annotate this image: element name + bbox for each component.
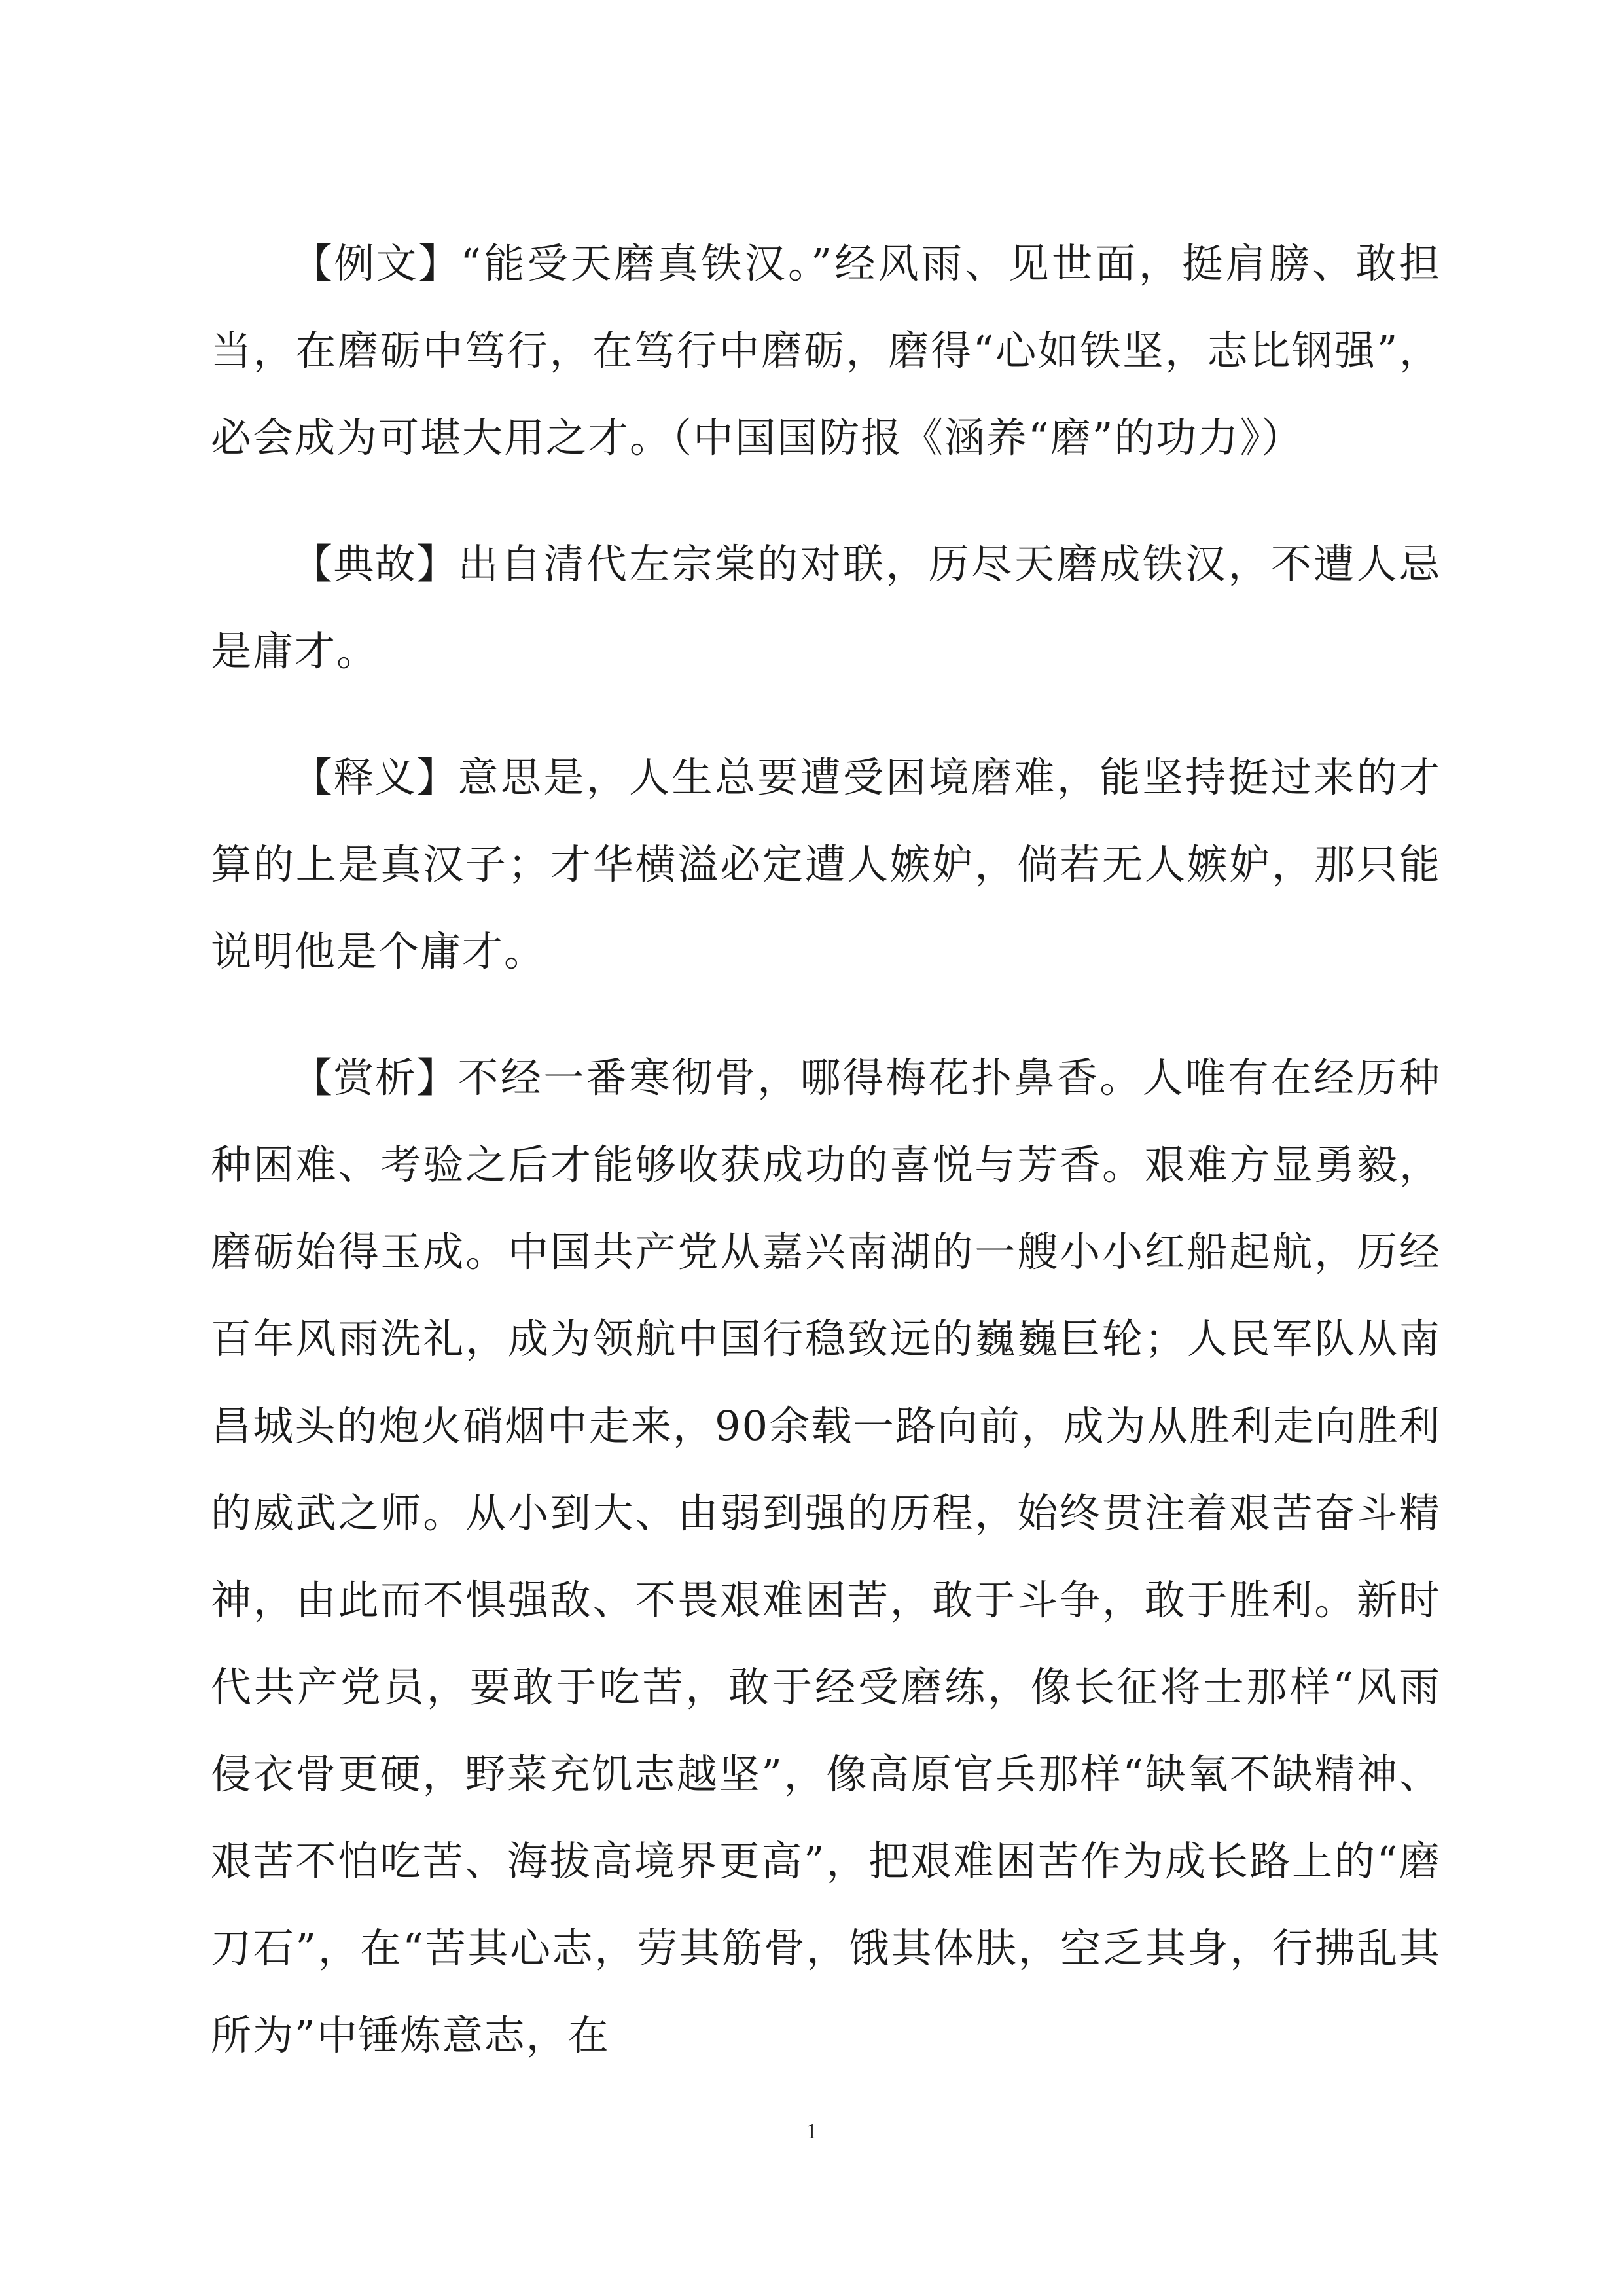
section-label-example: 【例文】 [292, 240, 461, 287]
paragraph-allusion [211, 520, 1441, 694]
paragraph-text-allusion: 出自清代左宗棠的对联，历尽天磨成铁汉，不遭人忌是庸才。 [211, 540, 1441, 675]
document-body [211, 220, 1441, 2118]
paragraph-meaning [211, 734, 1441, 995]
paragraph-text-example: “能受天磨真铁汉。”经风雨、见世面，挺肩膀、敢担当，在磨砺中笃行，在笃行中磨砺，磨得“心如铁坚，志比钢强”，必会成为可堪大用之才。（中国国防报《涵养“磨”的功力》） [211, 240, 1441, 461]
paragraph-text-meaning: 意思是，人生总要遭受困境磨难，能坚持挺过来的才算的上是真汉子；才华横溢必定遭人嫉妒，倘若无人嫉妒，那只能说明他是个庸才。 [211, 753, 1441, 975]
section-label-allusion: 【典故】 [292, 540, 458, 588]
section-label-meaning: 【释义】 [292, 753, 458, 801]
page-number: 1 [806, 2119, 817, 2144]
section-label-appreciation: 【赏析】 [292, 1054, 458, 1102]
paragraph-appreciation [211, 1034, 1441, 2079]
paragraph-example [211, 220, 1441, 481]
paragraph-text-appreciation: 不经一番寒彻骨，哪得梅花扑鼻香。人唯有在经历种种困难、考验之后才能够收获成功的喜悦与芳香。艰难方显勇毅，磨砺始得玉成。中国共产党从嘉兴南湖的一艘小小红船起航，历经百年风雨洗礼，成为领航中国行稳致远的巍巍巨轮；人民军队从南昌城头的炮火硝烟中走来，90余载一路向前，成为从胜利走向胜利的威武之师。从小到大、由弱到强的历程，始终贯注着艰苦奋斗精神，由此而不惧强敌、不畏艰难困苦，敢于斗争，敢于胜利。新时代共产党员，要敢于吃苦，敢于经受磨练，像长征将士那样“风雨侵衣骨更硬，野菜充饥志越坚”，像高原官兵那样“缺氧不缺精神、艰苦不怕吃苦、海拔高境界更高”，把艰难困苦作为成长路上的“磨刀石”，在“苦其心志，劳其筋骨，饿其体肤，空乏其身，行拂乱其所为”中锤炼意志，在 [211, 1054, 1441, 2059]
